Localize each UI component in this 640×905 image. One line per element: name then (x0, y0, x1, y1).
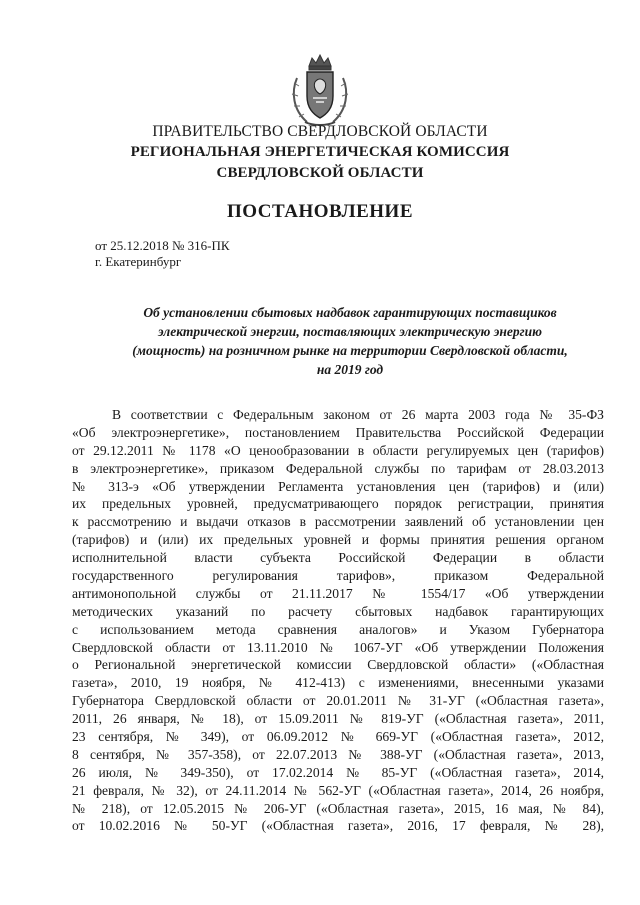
body-line: о Региональной энергетической комиссии Свердловской области» («Областная (72, 657, 604, 673)
body-line: 21 февраля, № 32), от 24.11.2014 № 562-УГ («Областная газета», 2014, 26 ноября, (72, 782, 604, 798)
commission-header: РЕГИОНАЛЬНАЯ ЭНЕРГЕТИЧЕСКАЯ КОМИССИЯ (130, 144, 510, 160)
body-line: от 29.12.2011 № 1178 «О ценообразовании в области регулируемых цен (тарифов) (72, 442, 604, 458)
body-line: Губернатора Свердловской области от 20.01.2011 № 31-УГ («Областная газета», (72, 693, 604, 709)
subject-line: электрической энергии, поставляющих электрическую энергию (158, 324, 542, 339)
document-type-title: ПОСТАНОВЛЕНИЕ (226, 201, 414, 222)
body-line: 23 сентября, № 349), от 06.09.2012 № 669-УГ («Областная газета», 2012, (72, 729, 604, 745)
body-line: 8 сентября, № 357-358), от 22.07.2013 № 388-УГ («Областная газета», 2013, (72, 746, 604, 762)
body-line: методических указаний по расчету сбытовых надбавок гарантирующих (72, 603, 604, 619)
body-line: № 313-э «Об утверждении Регламента установления цен (тарифов) и (или) (72, 478, 604, 494)
body-line: от 10.02.2016 № 50-УГ («Областная газета», 2016, 17 февраля, № 28), (72, 818, 604, 834)
body-line: (тарифов) и (или) их предельных уровней и формы принятия решения органом (72, 532, 604, 548)
body-line: исполнительной власти субъекта Российской Федерации в области (72, 550, 604, 566)
body-line: Свердловской области от 13.11.2010 № 1067-УГ «Об утверждении Положения (72, 639, 604, 655)
region-header: СВЕРДЛОВСКОЙ ОБЛАСТИ (216, 165, 424, 181)
body-line: № 218), от 12.05.2015 № 206-УГ («Областная газета», 2015, 16 мая, № 84), (72, 800, 604, 816)
body-line: их предельных уровней, предусматривающего порядок регистрации, принятия (72, 496, 604, 512)
body-line: антимонопольной службы от 21.11.2017 № 1554/17 «Об утверждении (72, 585, 604, 601)
body-line: государственного регулирования тарифов», приказом Федеральной (72, 568, 604, 584)
body-line: 26 июля, № 349-350), от 17.02.2014 № 85-УГ («Областная газета», 2014, (72, 764, 604, 780)
document-body (72, 406, 604, 835)
body-line: с использованием метода сравнения аналогов» и Указом Губернатора (72, 621, 604, 637)
body-line: В соответствии с Федеральным законом от 26 марта 2003 года № 35-ФЗ (112, 407, 604, 422)
subject-line: (мощность) на розничном рынке на территории Свердловской области, (132, 343, 568, 358)
document-date-number: от 25.12.2018 № 316-ПК (95, 238, 230, 253)
body-line: к рассмотрению и выдачи отказов в рассмотрении заявлений об установлении цен (72, 514, 604, 530)
subject-line: на 2019 год (316, 362, 384, 377)
government-header: ПРАВИТЕЛЬСТВО СВЕРДЛОВСКОЙ ОБЛАСТИ (152, 123, 488, 140)
subject-line: Об установлении сбытовых надбавок гарантирующих поставщиков (143, 305, 557, 320)
body-line: 2011, 26 января, № 18), от 15.09.2011 № 819-УГ («Областная газета», 2011, (72, 711, 604, 727)
body-line: в электроэнергетике», приказом Федеральной службы по тарифам от 28.03.2013 (72, 460, 604, 476)
document-city: г. Екатеринбург (95, 254, 182, 269)
body-line: газета», 2010, 19 ноября, № 412-413) с изменениями, внесенными указами (72, 675, 604, 691)
body-line: «Об электроэнергетике», постановлением Правительства Российской Федерации (72, 424, 604, 440)
coat-of-arms-emblem-icon (287, 52, 353, 128)
document-subject (105, 303, 595, 379)
